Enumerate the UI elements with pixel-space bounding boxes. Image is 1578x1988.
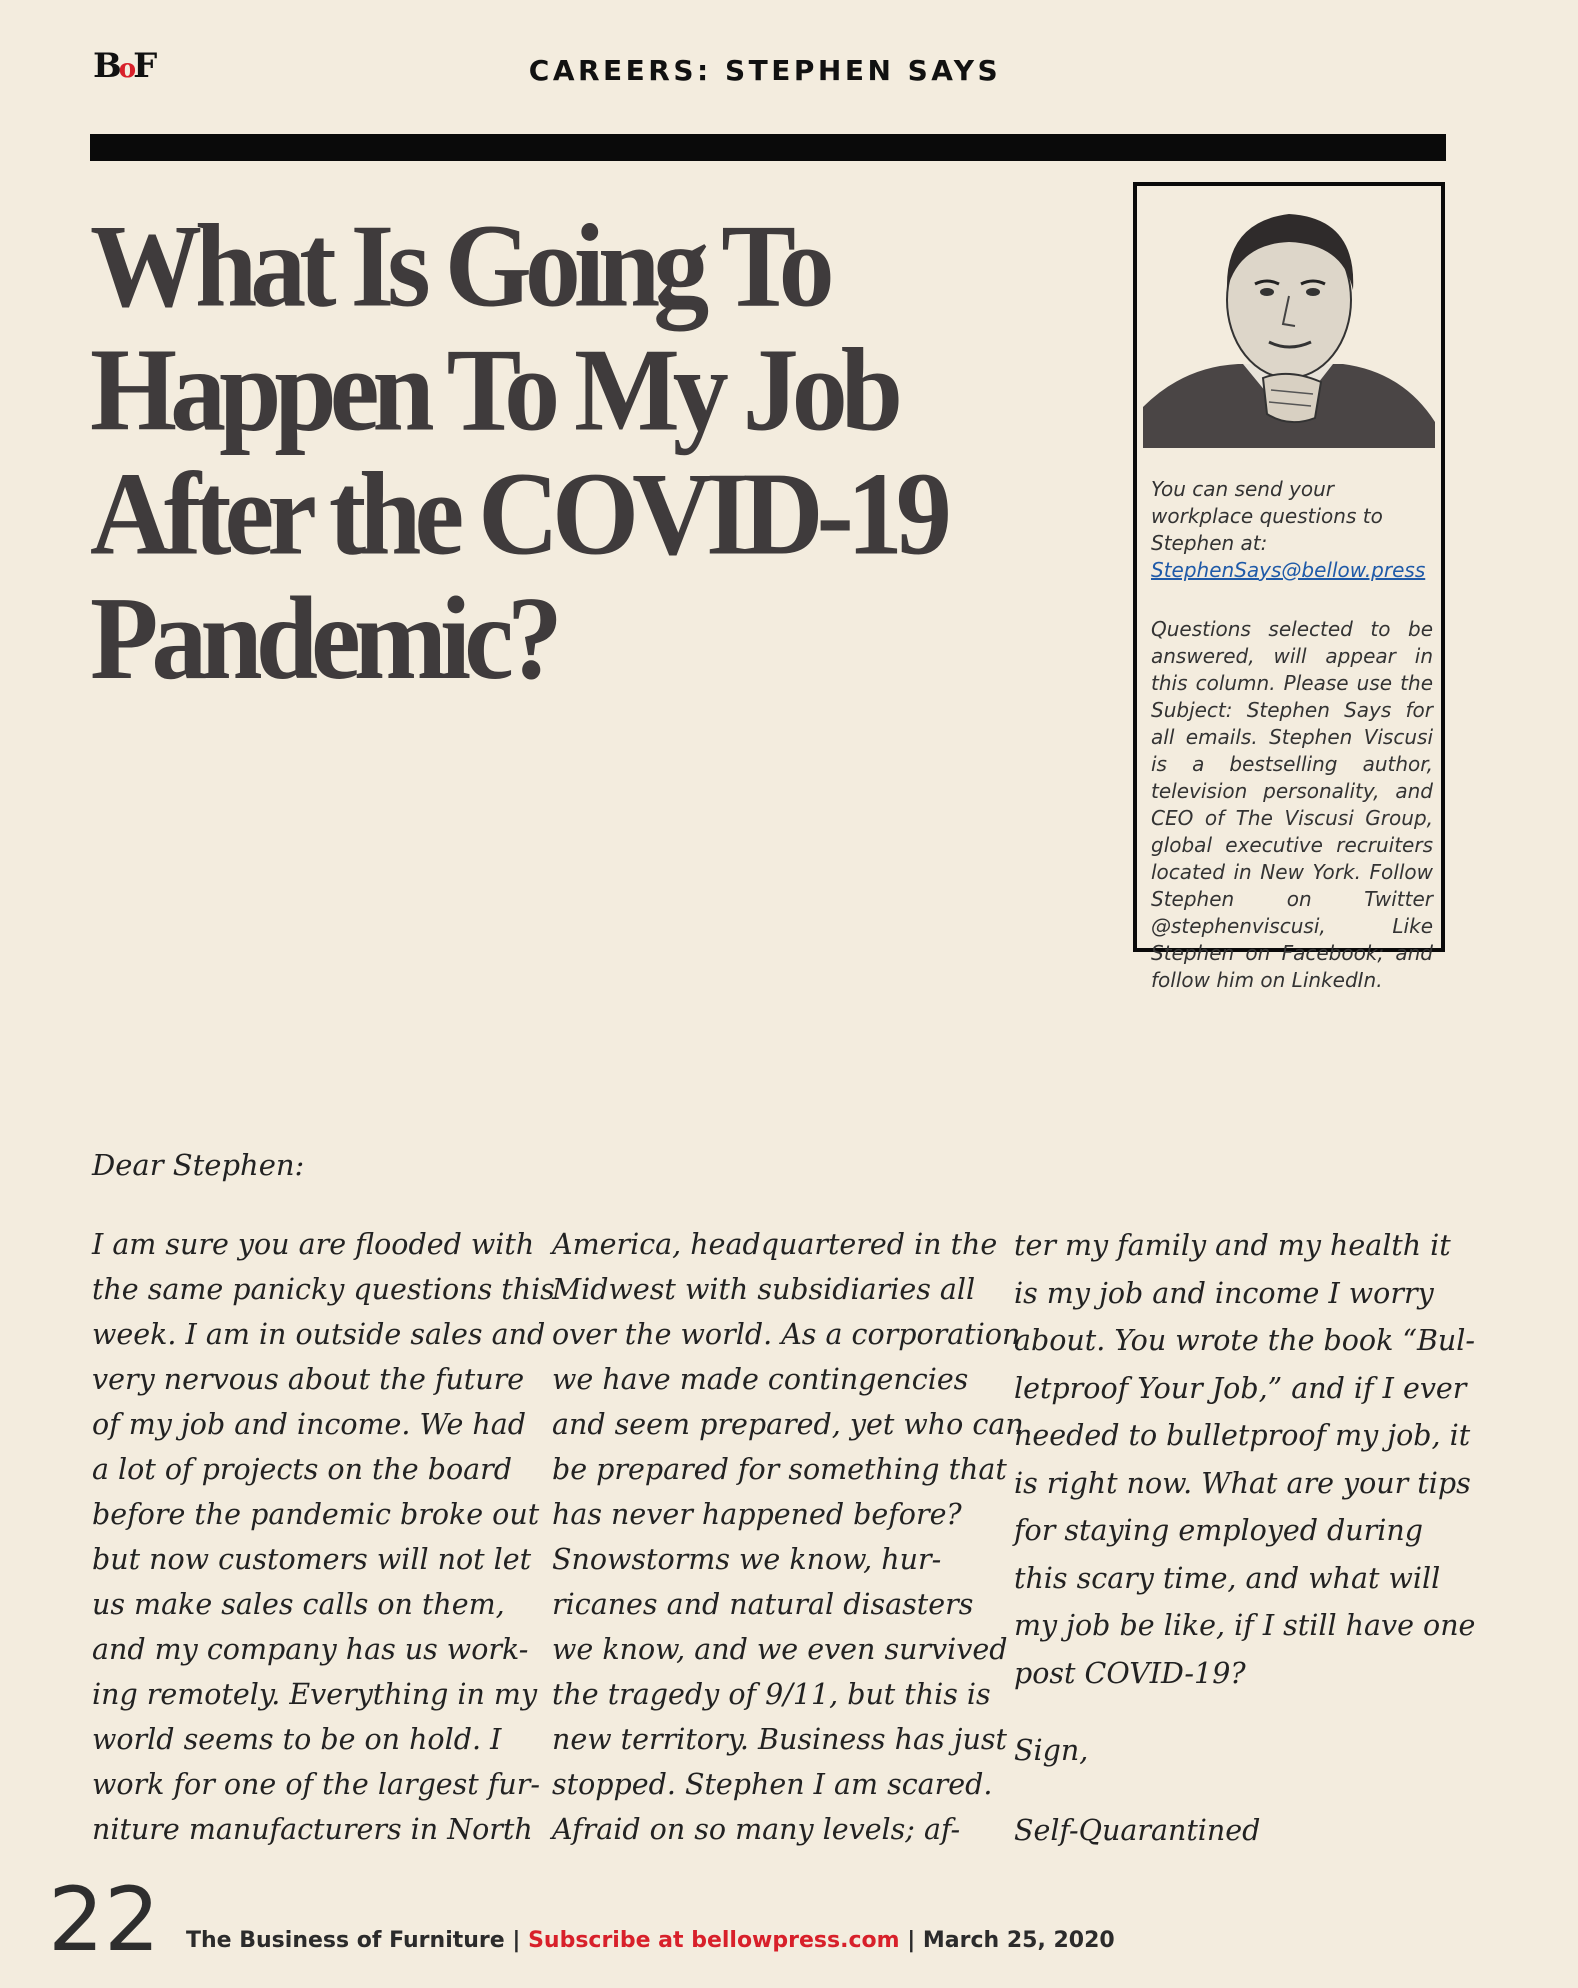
letter-line: America, headquartered in the xyxy=(552,1228,998,1261)
letter-line: this scary time, and what will xyxy=(1014,1561,1441,1595)
letter-line: has never happened before? xyxy=(552,1498,962,1531)
letter-column-1 xyxy=(92,1222,555,1852)
letter-line: we have made contingencies xyxy=(552,1363,969,1396)
sidebar-intro: You can send your workplace questions to Stephen at: xyxy=(1151,477,1383,555)
letter-line: ing remotely. Everything in my xyxy=(92,1678,538,1711)
letter-line: needed to bulletproof my job, it xyxy=(1014,1419,1471,1452)
letter-line: is my job and income I worry xyxy=(1014,1276,1434,1310)
sign-label: Sign, xyxy=(1014,1734,1089,1767)
sidebar-bio: Questions selected to be answered, will appear in this column. Please use the Subject: Stephen Says for all emails. Stephen Viscusi is a bestselling author, television personality, and CEO of The Viscusi Group, global executive recruiters located in New York. Follow Stephen on Twitter @stephenviscusi, Like Stephen on Facebook; and follow him on LinkedIn. xyxy=(1151,617,1433,992)
signature-block xyxy=(1014,1728,1260,1853)
letter-line: Snowstorms we know, hur- xyxy=(552,1543,942,1576)
letter-column-2 xyxy=(552,1222,1024,1852)
letter-line: work for one of the largest fur- xyxy=(92,1768,540,1801)
letter-line: over the world. As a corporation xyxy=(552,1318,1021,1351)
contact-sidebar xyxy=(1133,182,1445,992)
issue-date: March 25, 2020 xyxy=(922,1928,1115,1953)
subscribe-link[interactable]: Subscribe at bellowpress.com xyxy=(528,1928,900,1953)
letter-line: we know, and we even survived xyxy=(552,1633,1008,1666)
publication-name: The Business of Furniture xyxy=(186,1928,505,1953)
letter-line: letproof Your Job,” and if I ever xyxy=(1014,1371,1467,1405)
signoff: Self-Quarantined xyxy=(1014,1814,1261,1847)
letter-line: week. I am in outside sales and xyxy=(92,1318,546,1351)
letter-line: I am sure you are flooded with xyxy=(92,1228,535,1261)
letter-line: a lot of projects on the board xyxy=(92,1453,512,1486)
footer xyxy=(186,1928,1115,1953)
footer-separator: | xyxy=(504,1928,529,1953)
letter-line: new territory. Business has just xyxy=(552,1723,1007,1756)
letter-line: for staying employed during xyxy=(1014,1514,1423,1547)
letter-line: of my job and income. We had xyxy=(92,1408,526,1441)
letter-line: be prepared for something that xyxy=(552,1453,1007,1486)
letter-line: ricanes and natural disasters xyxy=(552,1588,974,1621)
letter-line: and my company has us work- xyxy=(92,1633,529,1666)
letter-line: the tragedy of 9/11, but this is xyxy=(552,1678,991,1711)
email-link[interactable]: StephenSays@bellow.press xyxy=(1151,558,1426,582)
letter-line: Midwest with subsidiaries all xyxy=(552,1273,976,1306)
letter-line: my job be like, if I still have one xyxy=(1014,1609,1476,1642)
headline: What Is Going To Happen To My Job After the COVID-19 Pandemic? xyxy=(90,200,945,705)
salutation: Dear Stephen: xyxy=(92,1148,305,1182)
header-rule xyxy=(90,134,1446,161)
letter-line: stopped. Stephen I am scared. xyxy=(552,1768,993,1801)
letter-line: post COVID-19? xyxy=(1014,1656,1246,1690)
section-title: CAREERS: STEPHEN SAYS xyxy=(528,54,1002,87)
bof-logo: BoF xyxy=(93,46,155,86)
sidebar-text xyxy=(1151,476,1433,994)
letter-line: about. You wrote the book “Bul- xyxy=(1014,1324,1476,1357)
letter-line: Afraid on so many levels; af- xyxy=(552,1813,961,1846)
letter-line: is right now. What are your tips xyxy=(1014,1466,1471,1500)
letter-line: us make sales calls on them, xyxy=(92,1588,505,1621)
letter-line: before the pandemic broke out xyxy=(92,1498,540,1531)
footer-separator: | xyxy=(899,1928,923,1953)
letter-line: very nervous about the future xyxy=(92,1363,525,1396)
letter-line: world seems to be on hold. I xyxy=(92,1723,502,1756)
letter-line: and seem prepared, yet who can xyxy=(552,1408,1024,1441)
letter-column-3 xyxy=(1014,1222,1475,1697)
letter-line: the same panicky questions this xyxy=(92,1273,555,1306)
portrait-image xyxy=(1143,192,1435,448)
page-number: 22 xyxy=(48,1868,160,1971)
letter-line: but now customers will not let xyxy=(92,1543,532,1576)
letter-line: niture manufacturers in North xyxy=(92,1813,533,1846)
letter-line: ter my family and my health it xyxy=(1014,1229,1451,1262)
